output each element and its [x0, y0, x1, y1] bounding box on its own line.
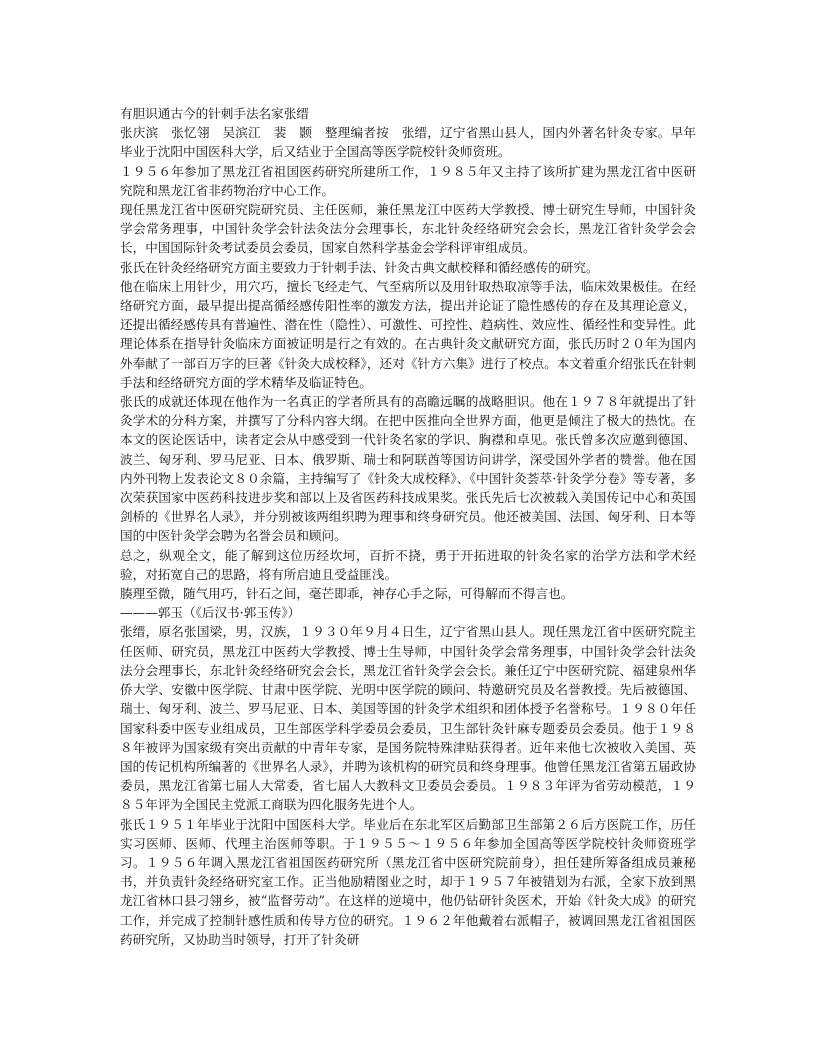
- document-page: [120, 104, 696, 1052]
- document-title: 有胆识通古今的针刺手法名家张缙: [120, 106, 309, 121]
- paragraph-summary: 总之，纵观全文，能了解到这位历经坎坷，百折不挠，勇于开拓进取的针灸名家的治学方法和学术经验，对拓宽自己的思路，将有所启迪且受益匪浅。: [120, 547, 696, 582]
- paragraph-authors-intro: 张庆滨 张忆翎 吴滨江 裴 颢 整理编者按 张缙，辽宁省黑山县人，国内外著名针灸专家。早年毕业于沈阳中国医科大学，后又结业于全国高等医学院校针灸师资班。: [120, 125, 696, 160]
- paragraph-career-1956: １９５６年参加了黑龙江省祖国医药研究所建所工作，１９８５年又主持了该所扩建为黑龙江省中医研究院和黑龙江省非药物治疗中心工作。: [120, 163, 696, 198]
- quote-attribution: ———郭玉（《后汉书·郭玉传》）: [120, 605, 301, 621]
- paragraph-biography: 张缙，原名张国梁，男，汉族，１９３０年９月４日生，辽宁省黑山县人。现任黑龙江省中医研究院主任医师、研究员，黑龙江中医药大学教授、博士生导师，中国针灸学会常务理事，中国针灸学会针法灸法分会理事长，东北针灸经络研究会会长，黑龙江省针灸学会会长。兼任辽宁中医研究院、福建泉州华侨大学、安徽中医学院、甘肃中医学院、光明中医学院的顾问、特邀研究员及名誉教授。先后被德国、瑞士、匈牙利、波兰、罗马尼亚、日本、美国等国的针灸学术组织和团体授予名誉称号。１９８０年任国家科委中医专业组成员，卫生部医学科学委员会委员，卫生部针灸针麻专题委员会委员。他于１９８８年被评为国家级有突出贡献的中青年专家，是国务院特殊津贴获得者。近年来他七次被收入美国、英国的传记机构所编著的《世界名人录》，并聘为该机构的研究员和终身理事。他曾任黑龙江省第五届政协委员，黑龙江省第七届人大常委，省七届人大教科文卫委员会委员。１９８３年评为省劳动模范，１９８５年评为全国民主党派工商联为四化服务先进个人。: [120, 624, 696, 813]
- paragraph-current-positions: 现任黑龙江省中医研究院研究员、主任医师，兼任黑龙江中医药大学教授、博士研究生导师，中国针灸学会常务理事，中国针灸学会针法灸法分会理事长，东北针灸经络研究会会长，黑龙江省针灸学会会长，中国国际针灸考试委员会委员，国家自然科学基金会学科评审组成员。: [120, 202, 696, 256]
- quote-text: 腠理至微，随气用巧，针石之间，毫芒即乖，神存心手之际，可得解而不得言也。: [120, 586, 574, 602]
- paragraph-early-career: 张氏１９５１年毕业于沈阳中国医科大学。毕业后在东北军区后勤部卫生部第２６后方医院工作，历任实习医师、医师、代理主治医师等职。于１９５５～１９５６年参加全国高等医学院校针灸师资班学习。１９５６年调入黑龙江省祖国医药研究所（黑龙江省中医研究院前身），担任建所筹备组成员兼秘书，并负责针灸经络研究室工作。正当他励精图业之时，却于１９５７年被错划为右派，全家下放到黑龙江省林口县刁翎乡，被“监督劳动”。在这样的逆境中，他仍钻研针灸医术，开始《针灸大成》的研究工作，并完成了控制针感性质和传导方位的研究。１９６２年他戴着右派帽子，被调回黑龙江省祖国医药研究所，又协助当时领导，打开了针灸研: [120, 816, 696, 947]
- paragraph-research-focus: 张氏在针灸经络研究方面主要致力于针刺手法、针灸古典文献校释和循经感传的研究。: [120, 259, 599, 275]
- paragraph-clinical-work: 他在临床上用针少，用穴巧，擅长飞经走气、气至病所以及用针取热取凉等手法，临床效果极佳。在经络研究方面，最早提出提高循经感传阳性率的激发方法，提出并论证了隐性感传的存在及其理论意义，还提出循经感传具有普遍性、潜在性（隐性）、可激性、可控性、趋病性、效应性、循经性和变异性。此理论体系在指导针灸临床方面被证明是行之有效的。在古典针灸文献研究方面，张氏历时２０年为国内外奉献了一部百万字的巨著《针灸大成校释》，还对《针方六集》进行了校点。本文着重介绍张氏在针刺手法和经络研究方面的学术精华及临证特色。: [120, 278, 696, 390]
- paragraph-achievements: 张氏的成就还体现在他作为一名真正的学者所具有的高瞻远瞩的战略胆识。他在１９７８年就提出了针灸学术的分科方案，并撰写了分科内容大纲。在把中医推向全世界方面，他更是倾注了极大的热忱。在本文的医论医话中，读者定会从中感受到一代针灸名家的学识、胸襟和卓见。张氏曾多次应邀到德国、波兰、匈牙利、罗马尼亚、日本、俄罗斯、瑞士和阿联酋等国访问讲学，深受国外学者的赞誉。他在国内外刊物上发表论文８０余篇，主持编写了《针灸大成校释》、《中国针灸荟萃·针灸学分卷》等专著，多次荣获国家中医药科技进步奖和部以上及省医药科技成果奖。张氏先后七次被载入美国传记中心和英国剑桥的《世界名人录》，并分别被该两组织聘为理事和终身研究员。他还被美国、法国、匈牙利、日本等国的中医针灸学会聘为名誉会员和顾问。: [120, 394, 696, 544]
